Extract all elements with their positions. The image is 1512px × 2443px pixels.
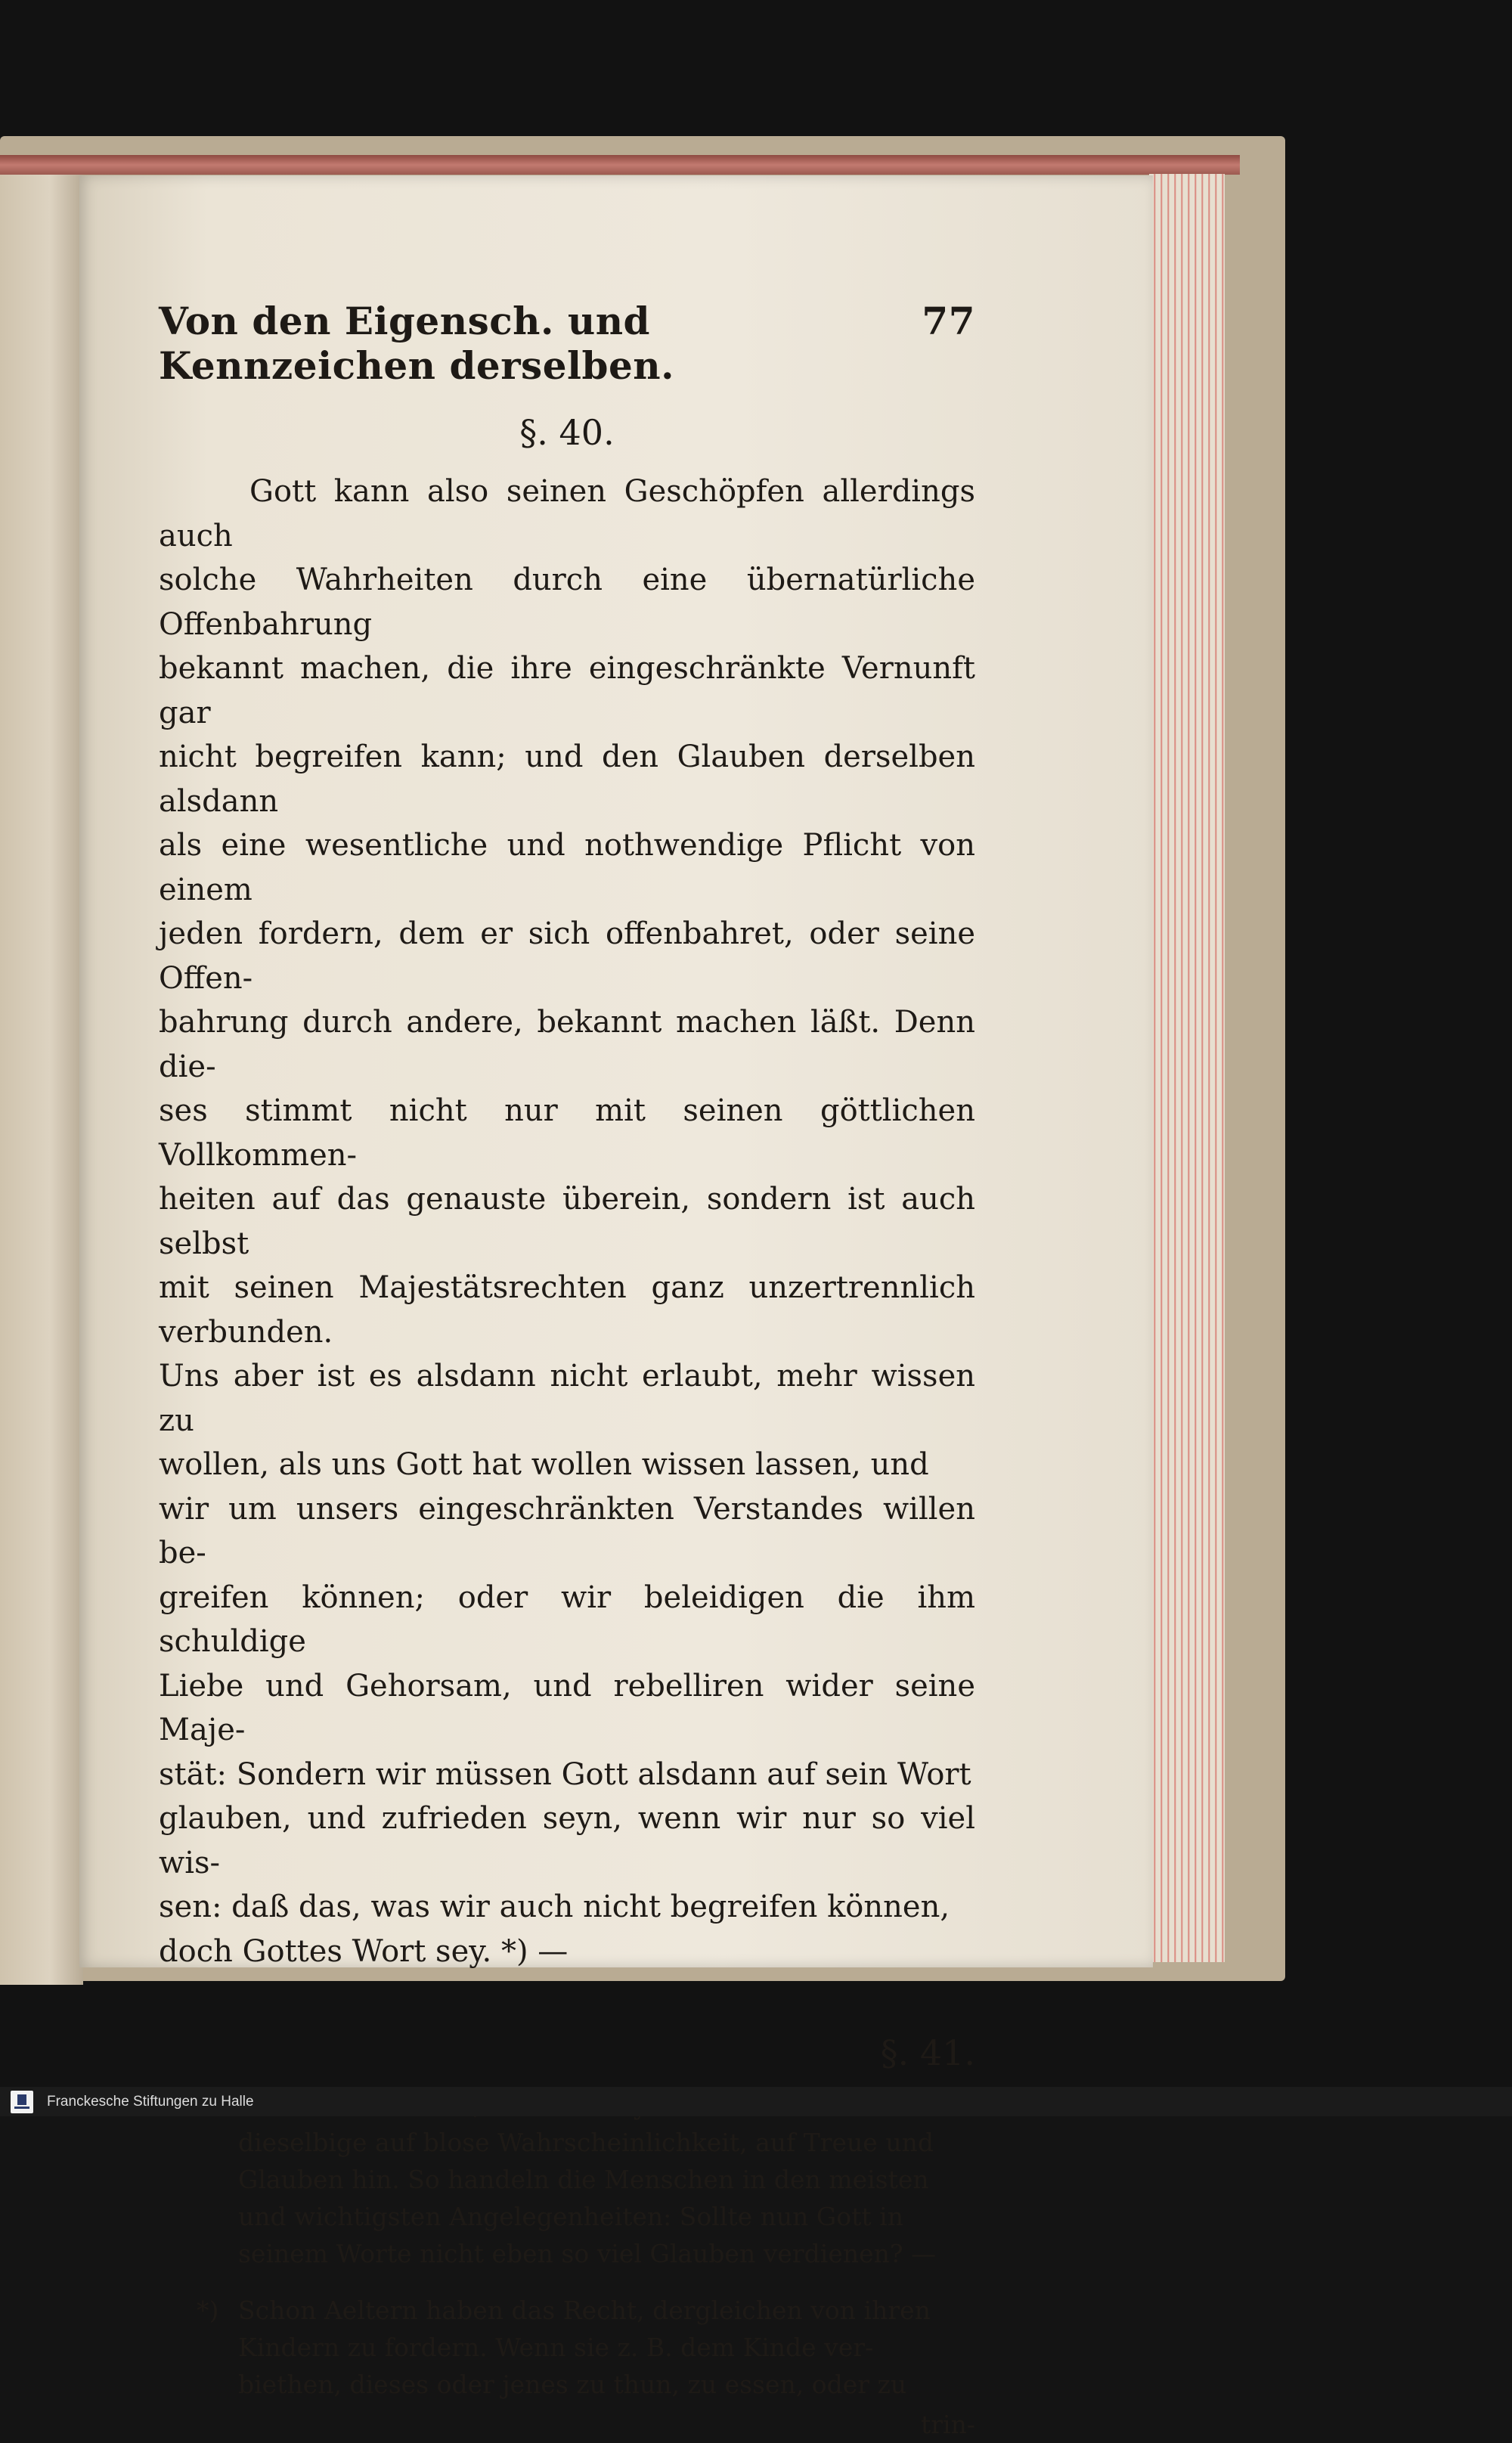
text-line: jeden fordern, dem er sich offenbahret, oder seine Offen- bbox=[159, 916, 975, 996]
section-heading-41: §. 41. bbox=[880, 2032, 975, 2073]
institution-logo-icon bbox=[11, 2091, 33, 2113]
footnote bbox=[197, 2292, 975, 2443]
footnote-line: Schon Aeltern haben das Recht, dergleichen von ihren bbox=[238, 2296, 931, 2325]
text-line: solche Wahrheiten durch eine übernatürliche Offenbahrung bbox=[159, 563, 975, 642]
left-page-edge bbox=[0, 170, 83, 1985]
running-head-title: Von den Eigensch. und Kennzeichen derselben. bbox=[159, 299, 675, 388]
main-paragraph bbox=[159, 470, 975, 1973]
running-head bbox=[159, 299, 975, 388]
footnote-line: biethen, dieses oder jenes zu thun, zu essen, oder zu bbox=[238, 2370, 907, 2399]
text-line: als eine wesentliche und nothwendige Pflicht von einem bbox=[159, 828, 975, 907]
text-line: wollen, als uns Gott hat wollen wissen lassen, und bbox=[159, 1447, 929, 1482]
text-line: heiten auf das genauste überein, sondern ist auch selbst bbox=[159, 1182, 975, 1261]
text-line: Glauben hin. So handeln die Menschen in den meisten bbox=[238, 2165, 929, 2194]
text-line: dieselbige auf blose Wahrscheinlichkeit, auf Treue und bbox=[238, 2128, 934, 2157]
page-top-edge bbox=[0, 155, 1240, 175]
text-line: bahrung durch andere, bekannt machen läßt. Denn die- bbox=[159, 1005, 975, 1084]
text-line: Gott kann also seinen Geschöpfen allerdings auch bbox=[159, 474, 975, 553]
catchword: trin- bbox=[921, 2410, 975, 2439]
text-line: Liebe und Gehorsam, und rebelliren wider seine Maje- bbox=[159, 1668, 975, 1747]
text-line: glauben, und zufrieden seyn, wenn wir nur so viel wis- bbox=[159, 1801, 975, 1880]
footnote-mark: *) bbox=[197, 2296, 219, 2325]
text-line: Uns aber ist es alsdann nicht erlaubt, mehr wissen zu bbox=[159, 1359, 975, 1438]
institution-name: Franckesche Stiftungen zu Halle bbox=[47, 2093, 254, 2110]
text-line: sen: daß das, was wir auch nicht begreifen können, bbox=[159, 1890, 950, 1924]
section-heading-40: §. 40. bbox=[519, 412, 615, 453]
text-line: bekannt machen, die ihre eingeschränkte Vernunft gar bbox=[159, 651, 975, 730]
text-line: seinem Worte nicht eben so viel Glauben verdienen? — bbox=[238, 2239, 937, 2268]
footnote-line: Kindern zu fordern. Wenn sie z. B. dem Kinde ver- bbox=[238, 2333, 874, 2362]
text-line: wir um unsers eingeschränkten Verstandes willen be- bbox=[159, 1491, 975, 1570]
text-line: stät: Sondern wir müssen Gott alsdann auf sein Wort bbox=[159, 1756, 971, 1792]
text-line: und wichtigsten Angelegenheiten: Sollte nun Gott in bbox=[238, 2202, 903, 2231]
text-line: ses stimmt nicht nur mit seinen göttlichen Vollkommen- bbox=[159, 1093, 975, 1173]
page-fore-edge bbox=[1149, 174, 1225, 1962]
text-line: mit seinen Majestätsrechten ganz unzertrennlich verbunden. bbox=[159, 1270, 975, 1350]
page-number: 77 bbox=[922, 299, 975, 343]
text-line: greifen können; oder wir beleidigen die ihm schuldige bbox=[159, 1580, 975, 1659]
footer-bar bbox=[0, 2087, 1512, 2116]
text-line: doch Gottes Wort sey. *) — bbox=[159, 1933, 569, 1969]
page-content bbox=[159, 299, 975, 2443]
text-line: nicht begreifen kann; und den Glauben derselben alsdann bbox=[159, 739, 975, 819]
